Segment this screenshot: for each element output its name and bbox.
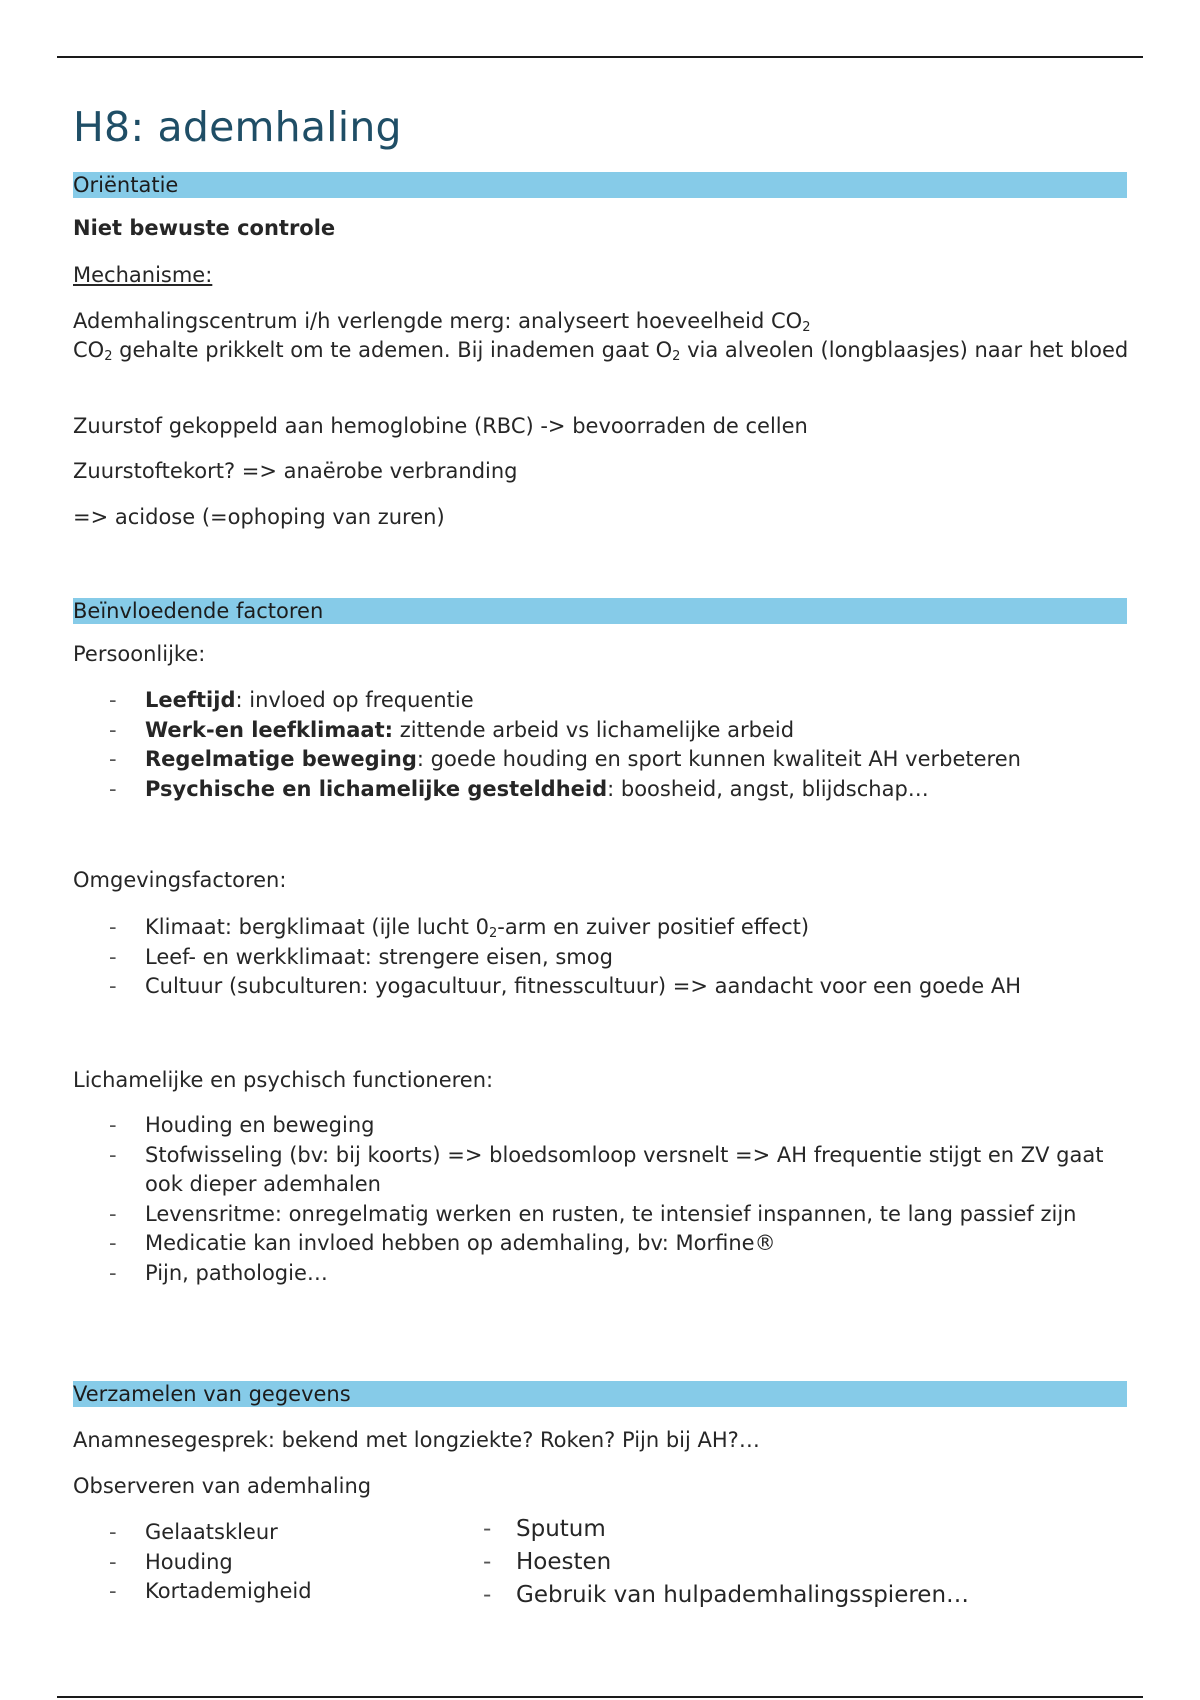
list-item: - Cultuur (subculturen: yogacultuur, fitnesscultuur) => aandacht voor een goede AH [73, 972, 1129, 1002]
persoonlijke-list [73, 686, 1129, 804]
observeren-list-col1 [73, 1518, 433, 1607]
list-item: - Sputum [481, 1513, 1121, 1546]
list-item: - Houding en beweging [73, 1111, 1133, 1141]
section-heading-verzamelen: Verzamelen van gegevens [73, 1381, 1127, 1407]
list-item: - Gelaatskleur [73, 1518, 433, 1548]
section-heading-orientatie: Oriëntatie [73, 172, 1127, 198]
page-title: H8: ademhaling [73, 103, 402, 151]
mechanisme-paragraph [73, 307, 1133, 365]
list-item: - Werk-en leefklimaat: zittende arbeid vs lichamelijke arbeid [73, 716, 1129, 746]
zuurstoftekort-line: Zuurstoftekort? => anaërobe verbranding [73, 459, 518, 483]
list-item: - Pijn, pathologie… [73, 1259, 1133, 1289]
list-item: - Gebruik van hulpademhalingsspieren… [481, 1579, 1121, 1612]
omgevingsfactoren-label: Omgevingsfactoren: [73, 868, 287, 892]
subheading-niet-bewuste-controle: Niet bewuste controle [73, 216, 336, 240]
mechanisme-label: Mechanisme: [73, 263, 213, 287]
omgevingsfactoren-list [73, 913, 1129, 1002]
list-item: - Hoesten [481, 1546, 1121, 1579]
acidose-line: => acidose (=ophoping van zuren) [73, 505, 445, 529]
mechanisme-line-1: Ademhalingscentrum i/h verlengde merg: analyseert hoeveelheid $CO_2$ [73, 309, 811, 335]
list-item: - Stofwisseling (bv: bij koorts) => bloedsomloop versnelt => AH frequentie stijgt en ZV gaat ook dieper ademhalen [73, 1141, 1133, 1200]
observeren-list-col2 [481, 1513, 1121, 1612]
list-item: - Houding [73, 1548, 433, 1578]
persoonlijke-label: Persoonlijke: [73, 642, 206, 666]
list-item: - Regelmatige beweging: goede houding en sport kunnen kwaliteit AH verbeteren [73, 745, 1129, 775]
list-item: - Leef- en werkklimaat: strengere eisen, smog [73, 943, 1129, 973]
list-item: - Psychische en lichamelijke gesteldheid: boosheid, angst, blijdschap… [73, 775, 1129, 805]
functioneren-label: Lichamelijke en psychisch functioneren: [73, 1068, 494, 1092]
list-item: - Leeftijd: invloed op frequentie [73, 686, 1129, 716]
top-rule [57, 56, 1143, 58]
observeren-label: Observeren van ademhaling [73, 1474, 372, 1498]
zuurstof-line: Zuurstof gekoppeld aan hemoglobine (RBC) -> bevoorraden de cellen [73, 414, 808, 438]
anamnese-line: Anamnesegesprek: bekend met longziekte? Roken? Pijn bij AH?… [73, 1428, 760, 1452]
bottom-rule [57, 1696, 1143, 1698]
list-item: - Klimaat: bergklimaat (ijle lucht $0_2$-arm en zuiver positief effect) [73, 913, 1129, 943]
mechanisme-line-2: $CO_2$ gehalte prikkelt om te ademen. Bij inademen gaat $O_2$ via alveolen (longblaasjes) naar het bloed [73, 338, 1129, 364]
list-item: - Levensritme: onregelmatig werken en rusten, te intensief inspannen, te lang passief zijn [73, 1200, 1133, 1230]
list-item: - Medicatie kan invloed hebben op ademhaling, bv: Morfine® [73, 1229, 1133, 1259]
functioneren-list [73, 1111, 1133, 1288]
list-item: - Kortademigheid [73, 1577, 433, 1607]
section-heading-factoren: Beïnvloedende factoren [73, 598, 1127, 624]
